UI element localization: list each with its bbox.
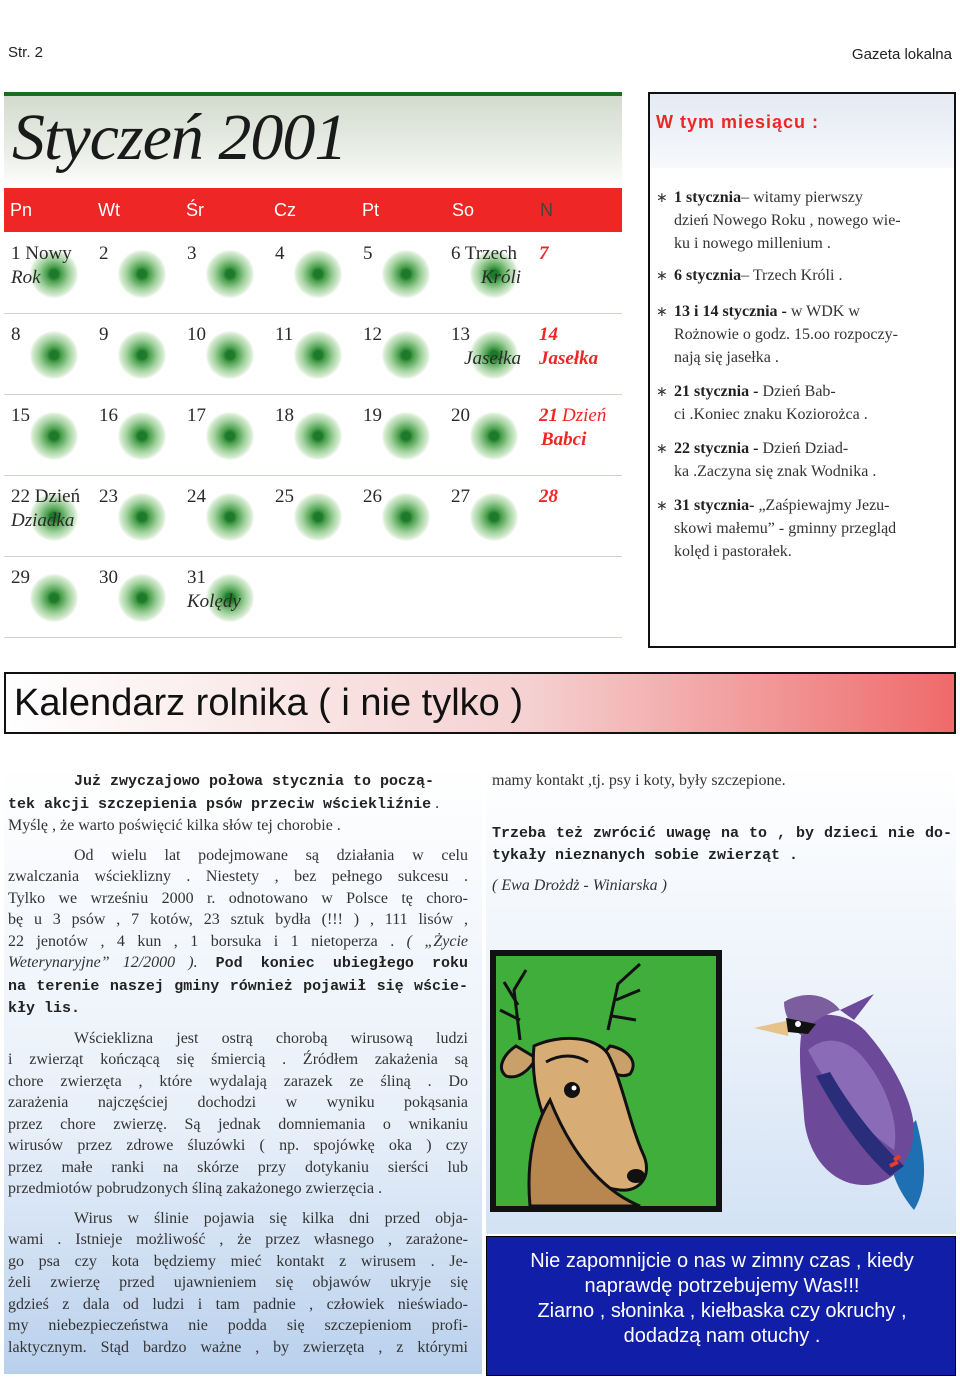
event-line: ci .Koniec znaku Koziorożca . (674, 406, 868, 423)
calendar-tile (382, 250, 430, 298)
lead-bold-1: Już zwyczajowo połowa stycznia to począ- (74, 773, 435, 790)
calendar-day-cell (180, 313, 268, 394)
calendar-day-cell (532, 313, 620, 394)
calendar-day-cell (268, 313, 356, 394)
month-events-title: W tym miesiącu : (656, 112, 820, 132)
day-date (99, 566, 118, 590)
sunday-date (539, 242, 549, 266)
paragraph-4-line-1: Wirus w ślinie pojawia się kilka dni przed obja- (74, 1209, 468, 1227)
date-label-line: 25 (275, 486, 294, 507)
calendar-day-cell (4, 394, 92, 475)
date-label-line: 3 (187, 243, 197, 264)
event-line: ku i nowego millenium . (674, 235, 831, 252)
bold-line-3: kły lis. (8, 1000, 81, 1017)
weekday-3: Śr (186, 200, 204, 220)
date-label-line: Babci (541, 429, 587, 450)
section-title: Kalendarz rolnika ( i nie tylko ) (14, 682, 523, 724)
day-date (363, 242, 373, 266)
paragraph-2-line-3: Tylko we wrześniu 2000 r. odnotowano w Polsce tę choro- (8, 889, 468, 907)
date-label-line: Jasełka (539, 348, 599, 369)
event-date: 31 stycznia- (674, 497, 755, 514)
weekday-4: Cz (274, 200, 296, 220)
calendar-day-cell (268, 475, 356, 556)
event-line: Rożnowie o godz. 15.oo rozpoczy- (674, 326, 898, 343)
bold-line-2: na terenie naszej gminy również pojawił się wście- (8, 977, 468, 995)
day-date (99, 323, 109, 347)
calendar-tile (294, 493, 342, 541)
month-events-box (648, 92, 956, 648)
day-date (187, 404, 206, 428)
event-line-1: – witamy pierwszy (741, 189, 863, 206)
calendar-day-cell (268, 394, 356, 475)
date-label-line: 24 (187, 486, 206, 507)
bullet-star: ∗ (656, 189, 668, 205)
weekday-6: So (452, 200, 475, 220)
calendar-day-cell (180, 556, 268, 637)
date-label-line: 22 Dzień (11, 486, 81, 507)
day-date (187, 323, 206, 347)
event-line-1: „Zaśpiewajmy Jezu- (754, 497, 890, 514)
day-date (451, 485, 470, 509)
event-line: nają się jasełka . (674, 349, 779, 366)
date-label-line: 21 (539, 405, 558, 426)
calendar-day-cell (356, 394, 444, 475)
bullet-star: ∗ (656, 440, 668, 456)
weekday-5: Pt (362, 200, 380, 220)
calendar-day-cell (444, 232, 532, 313)
sunday-date (539, 485, 558, 509)
day-date (11, 323, 21, 347)
paragraph-3-line-7: przez małe ranki na skórze przy dotykaniu sierści lub (8, 1158, 468, 1176)
day-date (363, 404, 382, 428)
newspaper-name: Gazeta lokalna (851, 46, 952, 63)
calendar-day-cell (92, 475, 180, 556)
weekday-1: Pn (10, 200, 33, 220)
day-date (187, 242, 197, 266)
date-label-line: 14 (539, 324, 558, 345)
event-line: ka .Zaczyna się znak Wodnika . (674, 463, 877, 480)
bullet-star: ∗ (656, 267, 668, 283)
day-date (275, 323, 293, 347)
lead-bold-2: tek akcji szczepienia psów przeciw wściekliźnie (8, 795, 432, 813)
month-event-text (674, 437, 954, 483)
calendar-tile (118, 493, 166, 541)
event-line: dzień Nowego Roku , nowego wie- (674, 212, 901, 229)
calendar-tile (294, 331, 342, 379)
notice-line-1: Nie zapomnijcie o nas w zimny czas , kiedy (530, 1250, 914, 1272)
date-label-line: 31 (187, 567, 206, 588)
calendar-day-cell (268, 232, 356, 313)
calendar-day-cell (356, 475, 444, 556)
sunday-date (539, 323, 598, 371)
bullet-star: ∗ (656, 383, 668, 399)
event-line-1: Dzień Bab- (758, 383, 836, 400)
calendar-tile (118, 331, 166, 379)
notice-line-4: dodadzą nam otuchy . (623, 1325, 821, 1347)
calendar-day-cell (356, 313, 444, 394)
calendar-day-cell (444, 313, 532, 394)
date-label-line: 15 (11, 405, 30, 426)
deer-illustration (490, 950, 722, 1212)
month-event-text (674, 186, 954, 255)
date-label-line: 23 (99, 486, 118, 507)
paragraph-2-line-2: zwalczania wścieklizny . Niestety , bez pełnego sukcesu . (8, 868, 468, 885)
day-date (11, 404, 30, 428)
calendar-week-row (4, 313, 622, 395)
weekday-2: Wt (98, 200, 120, 220)
date-label-line: 11 (275, 324, 294, 345)
calendar-day-cell (4, 556, 92, 637)
date-label-line: Jasełka (464, 348, 521, 369)
date-label-line: 17 (187, 405, 206, 426)
paragraph-3-line-5: przez chore zwierzę. Są jednak domniemania o wnikaniu (8, 1115, 468, 1133)
paragraph-3-line-2: i zwierząt kończącą się śmiercią . Źródłem zakażenia są (8, 1051, 468, 1068)
day-date (363, 323, 382, 347)
date-label-line: 29 (11, 567, 30, 588)
citation-2: Weterynaryjne” 12/2000 ). (8, 954, 198, 971)
event-date: 13 i 14 stycznia - (674, 303, 787, 320)
date-label-line: 13 (451, 324, 470, 345)
paragraph-3-line-3: chore zwierzęta , które wydalają zarazek ze śliną . Do (8, 1072, 468, 1090)
bullet-star: ∗ (656, 497, 668, 513)
paragraph-2-line-4: bę u 3 psów , 7 kotów, 23 sztuk bydła (!!! ) , 111 lisów , (8, 911, 468, 928)
paragraph-3-line-6: wirusów przez zdrowe śluzówki ( np. spojówkę oka ) czy (8, 1137, 468, 1154)
event-date: 22 stycznia - (674, 440, 759, 457)
day-date (275, 242, 285, 266)
article-author: ( Ewa Drożdż - Winiarska ) (492, 876, 667, 894)
date-label-line: 28 (539, 486, 558, 507)
day-date (11, 485, 80, 533)
date-label-line: 2 (99, 243, 109, 264)
paragraph-4-line-2: wami . Istnieje możliwość , że przez własnego , zarażone- (8, 1231, 468, 1248)
calendar-day-cell (532, 556, 620, 637)
paragraph-1-line-3: Myślę , że warto poświęcić kilka słów tej chorobie . (8, 817, 341, 834)
weekday-header-bar (4, 188, 622, 232)
calendar-tile (206, 331, 254, 379)
calendar-tile (294, 250, 342, 298)
paragraph-3-line-4: zarażenia najczęściej dochodzi w wyniku pokąsania (8, 1094, 468, 1111)
calendar-tile (382, 331, 430, 379)
day-date (363, 485, 382, 509)
date-label-line: 26 (363, 486, 382, 507)
paragraph-2-line-1: Od wielu lat podejmowane są działania w celu (74, 846, 468, 864)
event-line-1: w WDK w (786, 303, 860, 320)
calendar-tile (470, 493, 518, 541)
calendar-day-cell (92, 556, 180, 637)
bold-line-1: Pod koniec ubiegłego roku (197, 955, 468, 972)
day-date (11, 566, 30, 590)
paragraph-4-line-3: go psa czy kota będziemy mieć kontakt z wirusem . Je- (8, 1252, 468, 1270)
calendar-day-cell (532, 232, 620, 313)
feed-the-birds-notice (486, 1236, 956, 1376)
paragraph-3-line-1: Wścieklizna jest ostrą chorobą wirusową ludzi (74, 1029, 468, 1047)
calendar-day-cell (180, 232, 268, 313)
day-date (99, 485, 118, 509)
date-label-line: Rok (11, 267, 41, 288)
event-date: 1 stycznia (674, 189, 742, 206)
calendar-tile (30, 574, 78, 622)
continuation-line: mamy kontakt ,tj. psy i koty, były szczepione. (492, 772, 786, 789)
calendar-week-row (4, 556, 622, 638)
calendar-day-cell (4, 232, 92, 313)
calendar-day-cell (532, 394, 620, 475)
day-date (451, 242, 521, 290)
citation-1: ( „Życie (406, 932, 468, 950)
month-event-text (674, 300, 954, 369)
calendar-tile (206, 412, 254, 460)
day-date (187, 485, 206, 509)
day-date (275, 485, 294, 509)
paragraph-4-line-6: my niebezpieczeństwa nie podda się szczepieniom profi- (8, 1317, 468, 1334)
calendar-day-cell (4, 313, 92, 394)
calendar-tile (30, 331, 78, 379)
month-event-text (674, 380, 954, 426)
bullet-star: ∗ (656, 303, 668, 319)
calendar-day-cell (180, 394, 268, 475)
weekday-7: N (540, 200, 553, 220)
day-date (187, 566, 241, 614)
calendar-day-cell (356, 232, 444, 313)
date-label-line: 1 Nowy (11, 243, 72, 264)
date-label-line: 7 (539, 243, 549, 264)
calendar-tile (294, 412, 342, 460)
month-event-text (674, 494, 954, 563)
right-column-text (492, 770, 952, 896)
event-date: 21 stycznia - (674, 383, 759, 400)
date-label-line: 20 (451, 405, 470, 426)
sunday-date (539, 404, 606, 452)
event-line-1: – Trzech Króli . (741, 267, 843, 284)
calendar-tile (382, 493, 430, 541)
date-label-line: 9 (99, 324, 109, 345)
notice-line-3: Ziarno , słoninka , kiełbaska czy okruchy , (537, 1300, 907, 1322)
calendar-day-cell (4, 475, 92, 556)
month-event-text (674, 264, 954, 287)
calendar-week-row (4, 232, 622, 314)
calendar-tile (206, 250, 254, 298)
calendar-tile (118, 412, 166, 460)
date-label-line: Kolędy (187, 591, 241, 612)
calendar-day-cell (444, 475, 532, 556)
lead-end: . (431, 794, 440, 812)
date-label-line: 16 (99, 405, 118, 426)
article-text (8, 770, 468, 1358)
calendar-title: Styczeń 2001 (12, 101, 347, 174)
date-label-line: 6 Trzech (451, 243, 517, 264)
paragraph-4-line-7: laktycznym. Stąd bardzo ważne , by zwierzęta , z którymi (8, 1338, 468, 1356)
calendar-day-cell (532, 475, 620, 556)
date-label-line: 30 (99, 567, 118, 588)
date-label-line: 5 (363, 243, 373, 264)
calendar-day-cell (444, 394, 532, 475)
calendar-day-cell (356, 556, 444, 637)
paragraph-4-line-5: gdzieś z dala od ludzi i tam padnie , człowiek nieświado- (8, 1295, 468, 1313)
calendar-week-row (4, 394, 622, 476)
warning-bold-1: Trzeba też zwrócić uwagę na to , by dzieci nie do- (492, 824, 952, 842)
day-date (451, 323, 521, 371)
event-line: skowi małemu” - gminny przegląd (674, 520, 897, 537)
warning-bold-2: tykały nieznanych sobie zwierząt . (492, 847, 799, 864)
calendar-day-cell (92, 313, 180, 394)
event-date: 6 stycznia (674, 267, 742, 284)
date-label-line: 4 (275, 243, 285, 264)
calendar-day-cell (180, 475, 268, 556)
date-label-line: 19 (363, 405, 382, 426)
day-date (99, 404, 118, 428)
day-date (451, 404, 470, 428)
event-line: kolęd i pastorałek. (674, 543, 792, 560)
month-events-title-band (650, 94, 954, 168)
calendar-tile (206, 493, 254, 541)
date-label-line: 18 (275, 405, 294, 426)
paragraph-2-line-5: 22 jenotów , 4 kun , 1 borsuka i 1 nietoperza . (8, 932, 407, 950)
paragraph-3-line-8: przedmiotów pobrudzonych śliną zakażonego zwierzęcia . (8, 1180, 383, 1197)
calendar-tile (470, 412, 518, 460)
date-label-line: 8 (11, 324, 21, 345)
date-label-line: 27 (451, 486, 470, 507)
date-label-line: Dzień (562, 405, 607, 426)
paragraph-4-line-4: żeli zwierzę przed ujawnieniem się objawów ukryje się (8, 1274, 468, 1291)
calendar-tile (382, 412, 430, 460)
date-label-line: 12 (363, 324, 382, 345)
day-date (11, 242, 72, 290)
event-line-1: Dzień Dziad- (758, 440, 849, 457)
calendar-day-cell (268, 556, 356, 637)
calendar-day-cell (444, 556, 532, 637)
day-date (99, 242, 109, 266)
date-label-line: 10 (187, 324, 206, 345)
calendar-tile (118, 574, 166, 622)
calendar-day-cell (92, 232, 180, 313)
section-banner (4, 672, 956, 734)
day-date (275, 404, 294, 428)
calendar-tile (118, 250, 166, 298)
calendar-day-cell (92, 394, 180, 475)
calendar-tile (30, 412, 78, 460)
calendar-week-row (4, 475, 622, 557)
waxwing-bird-illustration (744, 980, 954, 1220)
page-number: Str. 2 (8, 44, 44, 61)
notice-line-2: naprawdę potrzebujemy Was!!! (584, 1275, 860, 1297)
date-label-line: Dziadka (11, 510, 75, 531)
date-label-line: Króli (480, 267, 521, 288)
